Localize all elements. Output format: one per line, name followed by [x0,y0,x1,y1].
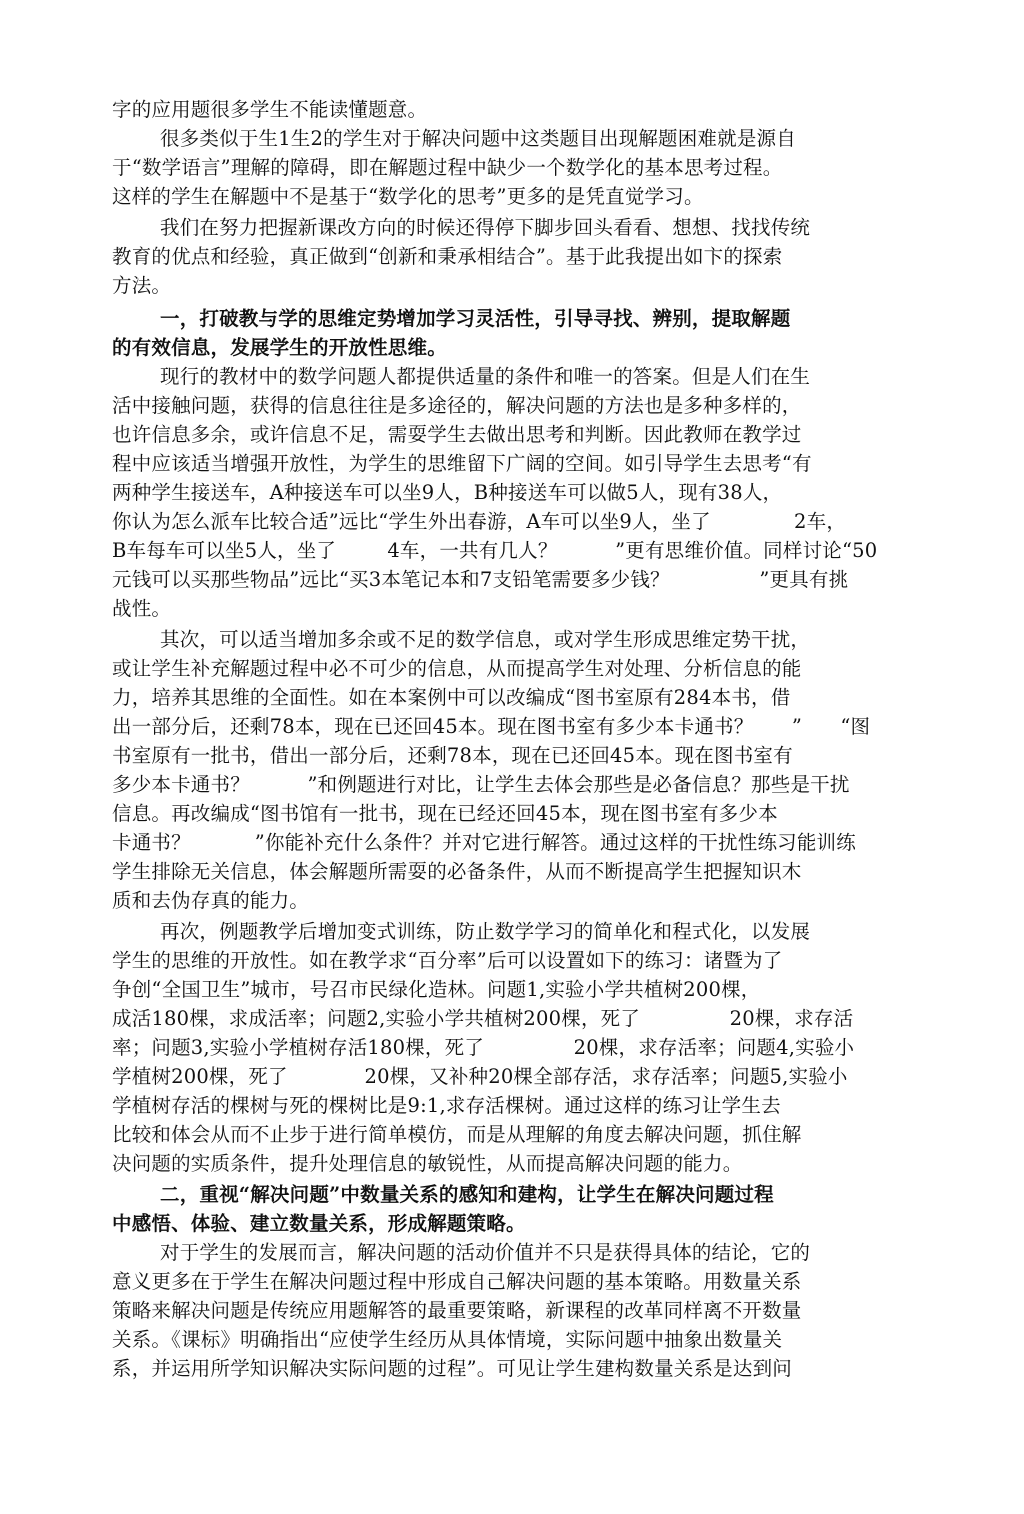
paragraph-line: 书室原有一批书，借出一部分后，还剩78本，现在已还回45本。现在图书室有 [112,744,793,767]
paragraph-line: 战性。 [112,597,172,620]
paragraph-line: 也许信息多余，或许信息不足，需耍学生去做出思考和判断。因此教师在教学过 [112,423,802,446]
paragraph-line: 两种学生接送车，A种接送车可以坐9人，B种接送车可以做5人，现有38人， [112,481,783,504]
paragraph-line: 率；问题3,实验小学植树存活180棵，死了 20棵，求存活率；问题4,实验小 [112,1036,855,1059]
paragraph-line: 学生的思维的开放性。如在教学求“百分率”后可以设置如下的练习：诸暨为了 [112,949,783,972]
paragraph-line: 其次，可以适当增加多余或不足的数学信息，或对学生形成思维定势干扰， [160,628,811,651]
paragraph-line: 成活180棵，求成活率；问题2,实验小学共植树200棵，死了 20棵，求存活 [112,1007,854,1030]
paragraph-line: 活中接触问题，获得的信息往往是多途径的，解决问题的方法也是多种多样的， [112,394,802,417]
paragraph-line: 比较和体会从而不止步于进行简单模仿，而是从理解的角度去解决问题，抓住解 [112,1123,802,1146]
paragraph-line: 学生排除无关信息，体会解题所需耍的必备条件，从而不断提高学生把握知识木 [112,860,802,883]
paragraph-line: 再次，例题教学后增加变式训练，防止数学学习的简单化和程式化，以发展 [160,920,811,943]
paragraph-line: 多少本卡通书？ ”和例题进行对比，让学生去体会那些是必备信息？那些是干扰 [112,773,850,796]
paragraph-line: 卡通书？ ”你能补充什么条件？并对它进行解答。通过这样的干扰性练习能训练 [112,831,856,854]
paragraph-line: 学植树存活的棵树与死的棵树比是9:1,求存活棵树。通过这样的练习让学生去 [112,1094,781,1117]
paragraph-line: 现行的教材中的数学问题人都提供适量的条件和唯一的答案。但是人们在生 [160,365,811,388]
section-heading-line: 中感悟、体验、建立数量关系，形成解题策略。 [112,1212,526,1235]
paragraph-line: 方法。 [112,274,172,297]
paragraph-line: 决问题的实质条件，提升处理信息的敏锐性，从而提高解决问题的能力。 [112,1152,743,1175]
section-heading-line: 一，打破教与学的思维定势增加学习灵活性，引导寻找、辨别，提取解题 [160,307,791,330]
paragraph-line: 我们在努力把握新课改方向的时候还得停下脚步回头看看、想想、找找传统 [160,216,811,239]
paragraph-line: 关系。《课标》明确指出“应使学生经历从具体情境，实际问题中抽象出数量关 [112,1328,783,1351]
paragraph-line: 元钱可以买那些物品”远比“买3本笔记本和7支铅笔需要多少钱？ ”更具有挑 [112,568,849,591]
section-heading-line: 二，重视“解决问题”中数量关系的感知和建构，让学生在解决问题过程 [160,1183,774,1206]
paragraph-line: 对于学生的发展而言，解决问题的活动价值并不只是获得具体的结论，它的 [160,1241,811,1264]
paragraph-line: 系，并运用所学知识解决实际问题的过程”。可见让学生建构数量关系是达到问 [112,1357,792,1380]
paragraph-line: 质和去伪存真的能力。 [112,889,310,912]
paragraph-line: 或让学生补充解题过程中必不可少的信息，从而提高学生对处理、分析信息的能 [112,657,802,680]
paragraph-line: 争创“全国卫生”城市，号召市民绿化造林。问题1,实验小学共植树200棵， [112,978,761,1001]
paragraph-line: 力，培养其思维的全面性。如在本案例中可以改编成“图书室原有284本书，借 [112,686,791,709]
paragraph-line: 策略来解决问题是传统应用题解答的最重要策略，新课程的改革同样离不开数量 [112,1299,802,1322]
paragraph-line: 字的应用题很多学生不能读懂题意。 [112,98,428,121]
paragraph-line: 教育的优点和经验，真正做到“创新和秉承相结合”。基于此我提出如卞的探索 [112,245,783,268]
paragraph-line: 学植树200棵，死了 20棵，又补种20棵全部存活，求存活率；问题5,实验小 [112,1065,848,1088]
paragraph-line: 这样的学生在解题中不是基于“数学化的思考”更多的是凭直觉学习。 [112,185,704,208]
paragraph-line: 意义更多在于学生在解决问题过程中形成自己解决问题的基本策略。用数量关系 [112,1270,802,1293]
paragraph-line: 于“数学语言”理解的障碍，即在解题过程中缺少一个数学化的基本思考过程。 [112,156,783,179]
paragraph-line: 出一部分后，还剩78本，现在已还回45本。现在图书室有多少本卡通书？ ” “图 [112,715,871,738]
paragraph-line: 很多类似于生1生2的学生对于解决问题中这类题目出现解题困难就是源自 [160,127,796,150]
paragraph-line: 信息。再改编成“图书馆有一批书，现在已经还回45本，现在图书室有多少本 [112,802,778,825]
section-heading-line: 的有效信息，发展学生的开放性思维。 [112,336,447,359]
paragraph-line: 程中应该适当增强开放性，为学生的思维留下广阔的空间。如引导学生去思考“有 [112,452,812,475]
paragraph-line: B车每车可以坐5人，坐了 4车，一共有几人？ ”更有思维价值。同样讨论“50 [112,539,878,562]
paragraph-line: 你认为怎么派车比较合适”远比“学生外出春游，A车可以坐9人，坐了 2车， [112,510,847,533]
